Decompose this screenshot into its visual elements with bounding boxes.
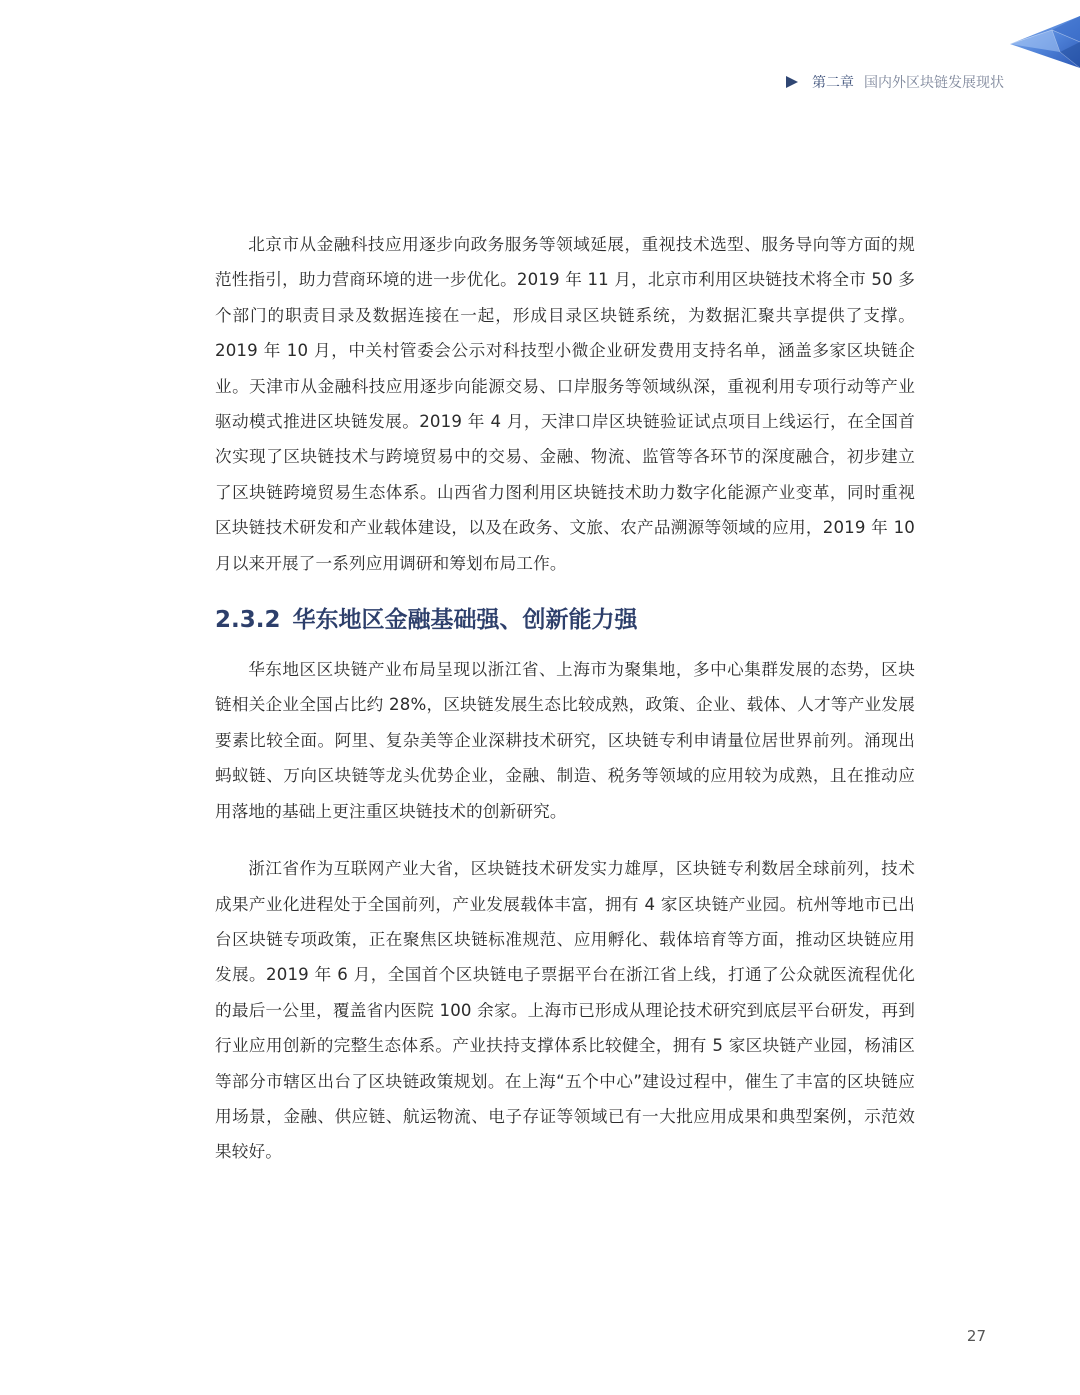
section-number: 2.3.2	[215, 607, 281, 634]
page-content	[215, 227, 915, 1170]
body-paragraph: 北京市从金融科技应用逐步向政务服务等领域延展，重视技术选型、服务导向等方面的规范性指引，助力营商环境的进一步优化。2019 年 11 月，北京市利用区块链技术将全市 50 多个部门的职责目录及数据连接在一起，形成目录区块链系统，为数据汇聚共享提供了支撑。2019 年 10 月，中关村管委会公示对科技型小微企业研发费用支持名单，涵盖多家区块链企业。天津市从金融科技应用逐步向能源交易、口岸服务等领域纵深，重视利用专项行动等产业驱动模式推进区块链发展。2019 年 4 月，天津口岸区块链验证试点项目上线运行，在全国首次实现了区块链技术与跨境贸易中的交易、金融、物流、监管等各环节的深度融合，初步建立了区块链跨境贸易生态体系。山西省力图利用区块链技术助力数字化能源产业变革，同时重视区块链技术研发和产业载体建设，以及在政务、文旅、农产品溯源等领域的应用，2019 年 10 月以来开展了一系列应用调研和筹划布局工作。	[215, 235, 915, 573]
section-heading	[215, 603, 915, 637]
play-arrow-icon	[786, 76, 798, 88]
body-paragraph: 华东地区区块链产业布局呈现以浙江省、上海市为聚集地，多中心集群发展的态势，区块链相关企业全国占比约 28%，区块链发展生态比较成熟，政策、企业、载体、人才等产业发展要素比较全面。阿里、复杂美等企业深耕技术研究，区块链专利申请量位居世界前列。涌现出蚂蚁链、万向区块链等龙头优势企业，金融、制造、税务等领域的应用较为成熟，且在推动应用落地的基础上更注重区块链技术的创新研究。	[215, 660, 915, 821]
page-number: 27	[966, 1327, 986, 1345]
running-header	[786, 70, 1004, 94]
body-paragraph: 浙江省作为互联网产业大省，区块链技术研发实力雄厚，区块链专利数居全球前列，技术成果产业化进程处于全国前列，产业发展载体丰富，拥有 4 家区块链产业园。杭州等地市已出台区块链专项政策，正在聚焦区块链标准规范、应用孵化、载体培育等方面，推动区块链应用发展。2019 年 6 月，全国首个区块链电子票据平台在浙江省上线，打通了公众就医流程优化的最后一公里，覆盖省内医院 100 余家。上海市已形成从理论技术研究到底层平台研发，再到行业应用创新的完整生态体系。产业扶持支撑体系比较健全，拥有 5 家区块链产业园，杨浦区等部分市辖区出台了区块链政策规划。在上海“五个中心”建设过程中，催生了丰富的区块链应用场景，金融、供应链、航运物流、电子存证等领域已有一大批应用成果和典型案例，示范效果较好。	[215, 859, 915, 1162]
header-chapter-title: 国内外区块链发展现状	[864, 75, 1004, 91]
section-title: 华东地区金融基础强、创新能力强	[292, 607, 638, 634]
corner-decoration-icon	[1000, 0, 1080, 80]
header-chapter: 第二章	[812, 75, 854, 91]
